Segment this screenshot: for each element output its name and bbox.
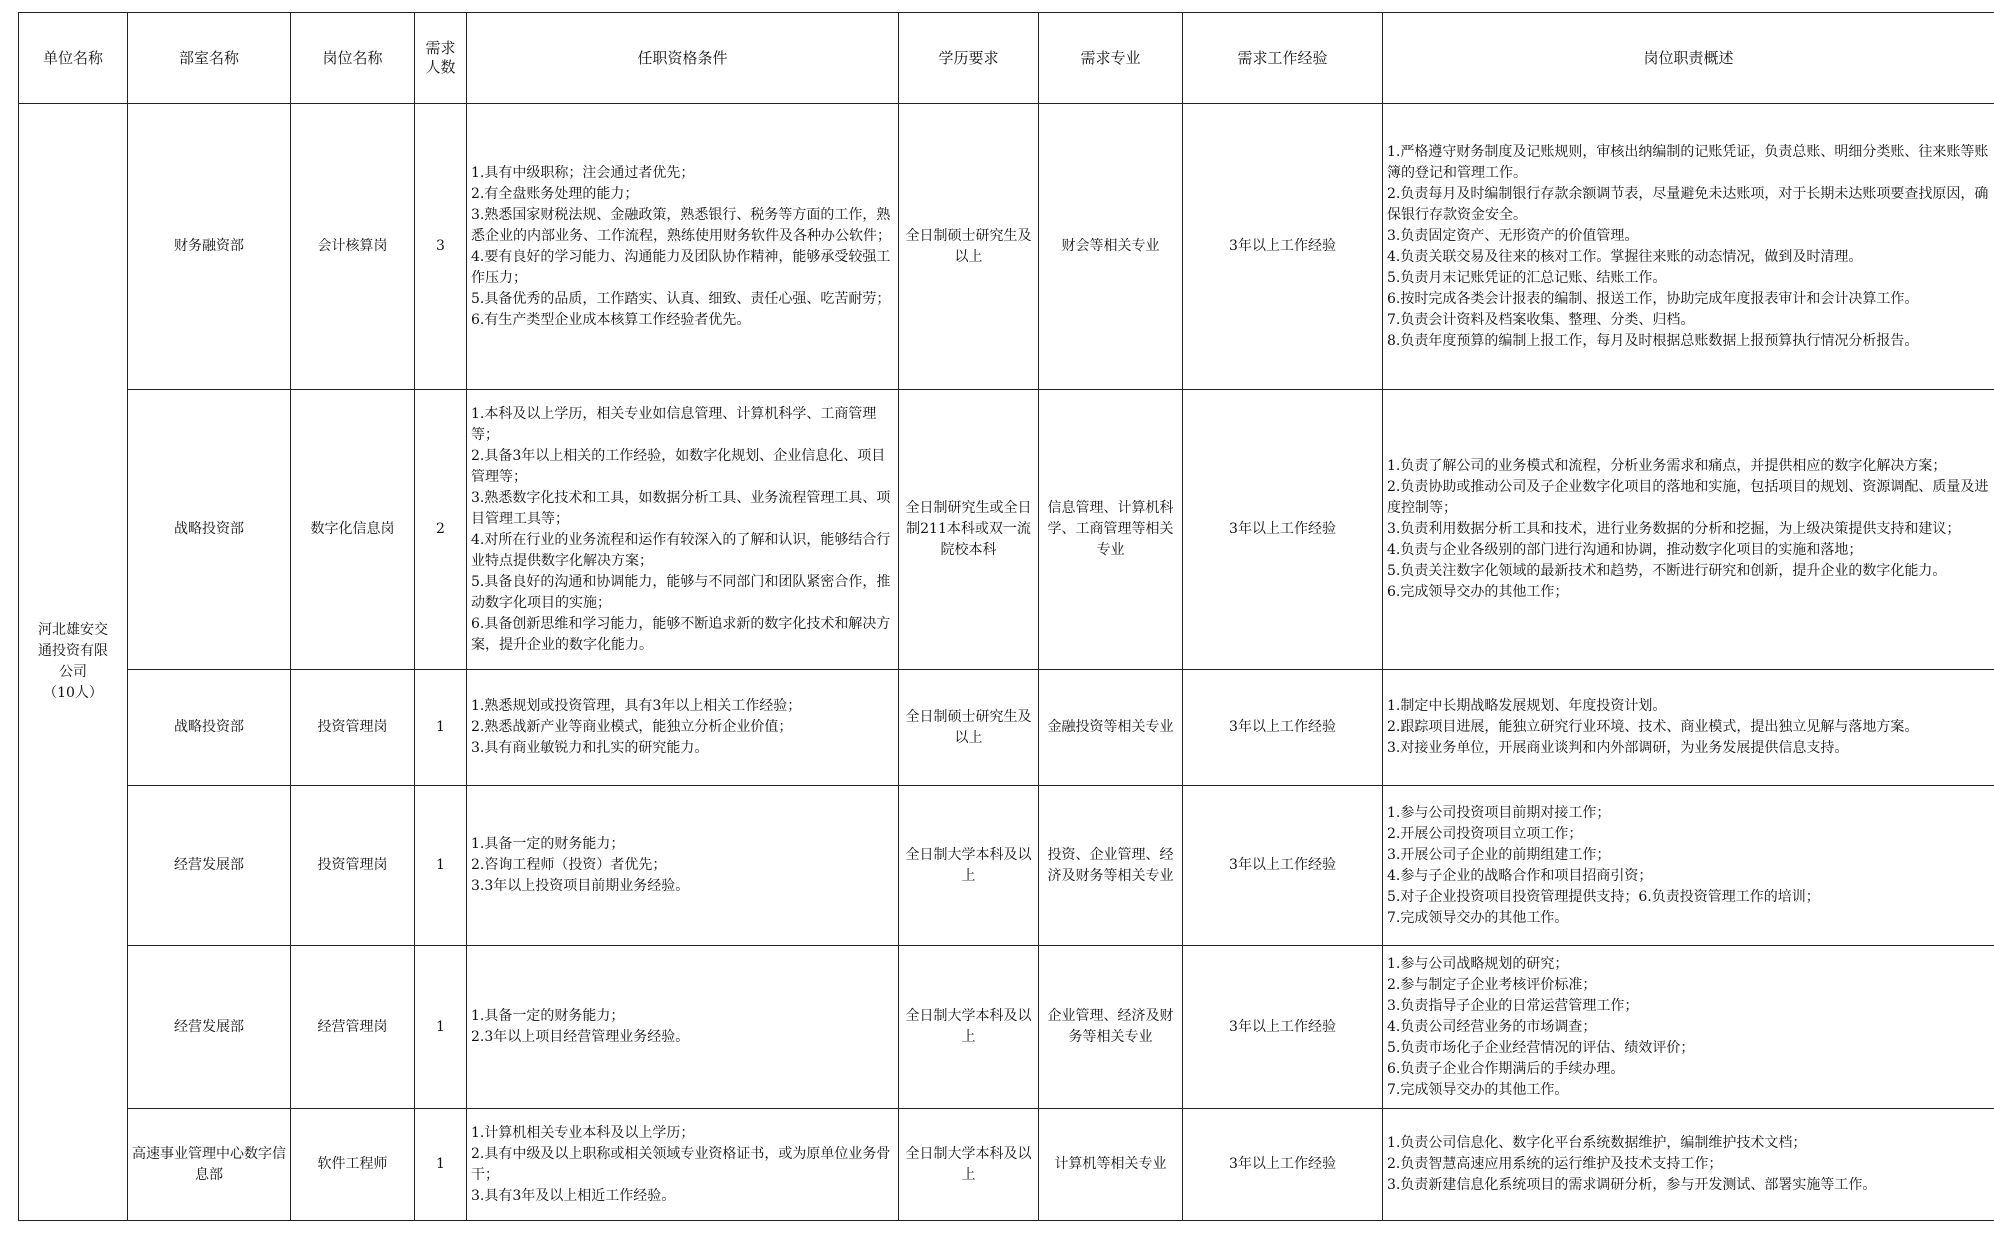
education-cell: 全日制大学本科及以上 [899, 946, 1039, 1109]
count-cell: 2 [415, 390, 467, 670]
education-cell: 全日制硕士研究生及以上 [899, 104, 1039, 390]
duties-cell: 1.制定中长期战略发展规划、年度投资计划。 2.跟踪项目进展，能独立研究行业环境、技术、商业模式，提出独立见解与落地方案。 3.对接业务单位，开展商业谈判和内外部调研，为业务发展提供信息支持。 [1383, 670, 1994, 786]
table-row [19, 670, 1994, 786]
position-cell: 投资管理岗 [291, 786, 415, 946]
unit-name-cell: 河北雄安交 通投资有限 公司 （10人） [19, 104, 128, 1221]
header-position: 岗位名称 [291, 13, 415, 104]
header-unit: 单位名称 [19, 13, 128, 104]
count-cell: 1 [415, 786, 467, 946]
major-cell: 金融投资等相关专业 [1039, 670, 1183, 786]
department-cell: 高速事业管理中心数字信息部 [128, 1109, 291, 1221]
department-cell: 经营发展部 [128, 786, 291, 946]
header-department: 部室名称 [128, 13, 291, 104]
count-cell: 1 [415, 1109, 467, 1221]
department-cell: 财务融资部 [128, 104, 291, 390]
experience-cell: 3年以上工作经验 [1183, 390, 1383, 670]
education-cell: 全日制大学本科及以上 [899, 786, 1039, 946]
qualifications-cell: 1.具备一定的财务能力； 2.咨询工程师（投资）者优先； 3.3年以上投资项目前期业务经验。 [467, 786, 899, 946]
major-cell: 信息管理、计算机科学、工商管理等相关专业 [1039, 390, 1183, 670]
count-cell: 1 [415, 946, 467, 1109]
header-duties: 岗位职责概述 [1383, 13, 1994, 104]
education-cell: 全日制硕士研究生及以上 [899, 670, 1039, 786]
department-cell: 战略投资部 [128, 390, 291, 670]
table-row [19, 786, 1994, 946]
table-row [19, 390, 1994, 670]
experience-cell: 3年以上工作经验 [1183, 1109, 1383, 1221]
header-education: 学历要求 [899, 13, 1039, 104]
header-row [19, 13, 1994, 104]
table-row [19, 104, 1994, 390]
experience-cell: 3年以上工作经验 [1183, 946, 1383, 1109]
position-cell: 会计核算岗 [291, 104, 415, 390]
experience-cell: 3年以上工作经验 [1183, 786, 1383, 946]
education-cell: 全日制大学本科及以上 [899, 1109, 1039, 1221]
qualifications-cell: 1.本科及以上学历，相关专业如信息管理、计算机科学、工商管理等； 2.具备3年以上相关的工作经验，如数字化规划、企业信息化、项目管理等； 3.熟悉数字化技术和工具，如数据分析工具、业务流程管理工具、项目管理工具等； 4.对所在行业的业务流程和运作有较深入的了解和认识，能够结合行业特点提供数字化解决方案； 5.具备良好的沟通和协调能力，能够与不同部门和团队紧密合作，推动数字化项目的实施； 6.具备创新思维和学习能力，能够不断追求新的数字化技术和解决方案，提升企业的数字化能力。 [467, 390, 899, 670]
duties-cell: 1.参与公司战略规划的研究； 2.参与制定子企业考核评价标准； 3.负责指导子企业的日常运营管理工作； 4.负责公司经营业务的市场调查； 5.负责市场化子企业经营情况的评估、绩效评价； 6.负责子企业合作期满后的手续办理。 7.完成领导交办的其他工作。 [1383, 946, 1994, 1109]
position-cell: 数字化信息岗 [291, 390, 415, 670]
department-cell: 战略投资部 [128, 670, 291, 786]
qualifications-cell: 1.具有中级职称；注会通过者优先； 2.有全盘账务处理的能力； 3.熟悉国家财税法规、金融政策，熟悉银行、税务等方面的工作，熟悉企业的内部业务、工作流程，熟练使用财务软件及各种办公软件； 4.要有良好的学习能力、沟通能力及团队协作精神，能够承受较强工作压力； 5.具备优秀的品质，工作踏实、认真、细致、责任心强、吃苦耐劳； 6.有生产类型企业成本核算工作经验者优先。 [467, 104, 899, 390]
count-cell: 3 [415, 104, 467, 390]
major-cell: 投资、企业管理、经济及财务等相关专业 [1039, 786, 1183, 946]
table-row [19, 946, 1994, 1109]
duties-cell: 1.负责了解公司的业务模式和流程，分析业务需求和痛点，并提供相应的数字化解决方案； 2.负责协助或推动公司及子企业数字化项目的落地和实施，包括项目的规划、资源调配、质量及进度控制等； 3.负责利用数据分析工具和技术，进行业务数据的分析和挖掘，为上级决策提供支持和建议； 4.负责与企业各级别的部门进行沟通和协调，推动数字化项目的实施和落地； 5.负责关注数字化领域的最新技术和趋势，不断进行研究和创新，提升企业的数字化能力。 6.完成领导交办的其他工作； [1383, 390, 1994, 670]
experience-cell: 3年以上工作经验 [1183, 104, 1383, 390]
qualifications-cell: 1.具备一定的财务能力； 2.3年以上项目经营管理业务经验。 [467, 946, 899, 1109]
count-cell: 1 [415, 670, 467, 786]
department-cell: 经营发展部 [128, 946, 291, 1109]
experience-cell: 3年以上工作经验 [1183, 670, 1383, 786]
header-major: 需求专业 [1039, 13, 1183, 104]
position-cell: 投资管理岗 [291, 670, 415, 786]
major-cell: 计算机等相关专业 [1039, 1109, 1183, 1221]
qualifications-cell: 1.熟悉规划或投资管理，具有3年以上相关工作经验； 2.熟悉战新产业等商业模式，能独立分析企业价值； 3.具有商业敏锐力和扎实的研究能力。 [467, 670, 899, 786]
qualifications-cell: 1.计算机相关专业本科及以上学历； 2.具有中级及以上职称或相关领域专业资格证书，或为原单位业务骨干； 3.具有3年及以上相近工作经验。 [467, 1109, 899, 1221]
table-row [19, 1109, 1994, 1221]
education-cell: 全日制研究生或全日制211本科或双一流院校本科 [899, 390, 1039, 670]
duties-cell: 1.参与公司投资项目前期对接工作； 2.开展公司投资项目立项工作； 3.开展公司子企业的前期组建工作； 4.参与子企业的战略合作和项目招商引资； 5.对子企业投资项目投资管理提供支持；6.负责投资管理工作的培训； 7.完成领导交办的其他工作。 [1383, 786, 1994, 946]
major-cell: 财会等相关专业 [1039, 104, 1183, 390]
major-cell: 企业管理、经济及财务等相关专业 [1039, 946, 1183, 1109]
duties-cell: 1.严格遵守财务制度及记账规则，审核出纳编制的记账凭证，负责总账、明细分类账、往来账等账簿的登记和管理工作。 2.负责每月及时编制银行存款余额调节表，尽量避免未达账项，对于长期未达账项要查找原因，确保银行存款资金安全。 3.负责固定资产、无形资产的价值管理。 4.负责关联交易及往来的核对工作。掌握往来账的动态情况，做到及时清理。 5.负责月末记账凭证的汇总记账、结账工作。 6.按时完成各类会计报表的编制、报送工作，协助完成年度报表审计和会计决算工作。 7.负责会计资料及档案收集、整理、分类、归档。 8.负责年度预算的编制上报工作，每月及时根据总账数据上报预算执行情况分析报告。 [1383, 104, 1994, 390]
position-cell: 经营管理岗 [291, 946, 415, 1109]
duties-cell: 1.负责公司信息化、数字化平台系统数据维护，编制维护技术文档； 2.负责智慧高速应用系统的运行维护及技术支持工作； 3.负责新建信息化系统项目的需求调研分析，参与开发测试、部署实施等工作。 [1383, 1109, 1994, 1221]
header-experience: 需求工作经验 [1183, 13, 1383, 104]
header-count: 需求 人数 [415, 13, 467, 104]
position-cell: 软件工程师 [291, 1109, 415, 1221]
header-qualifications: 任职资格条件 [467, 13, 899, 104]
recruitment-table [18, 12, 1994, 1221]
